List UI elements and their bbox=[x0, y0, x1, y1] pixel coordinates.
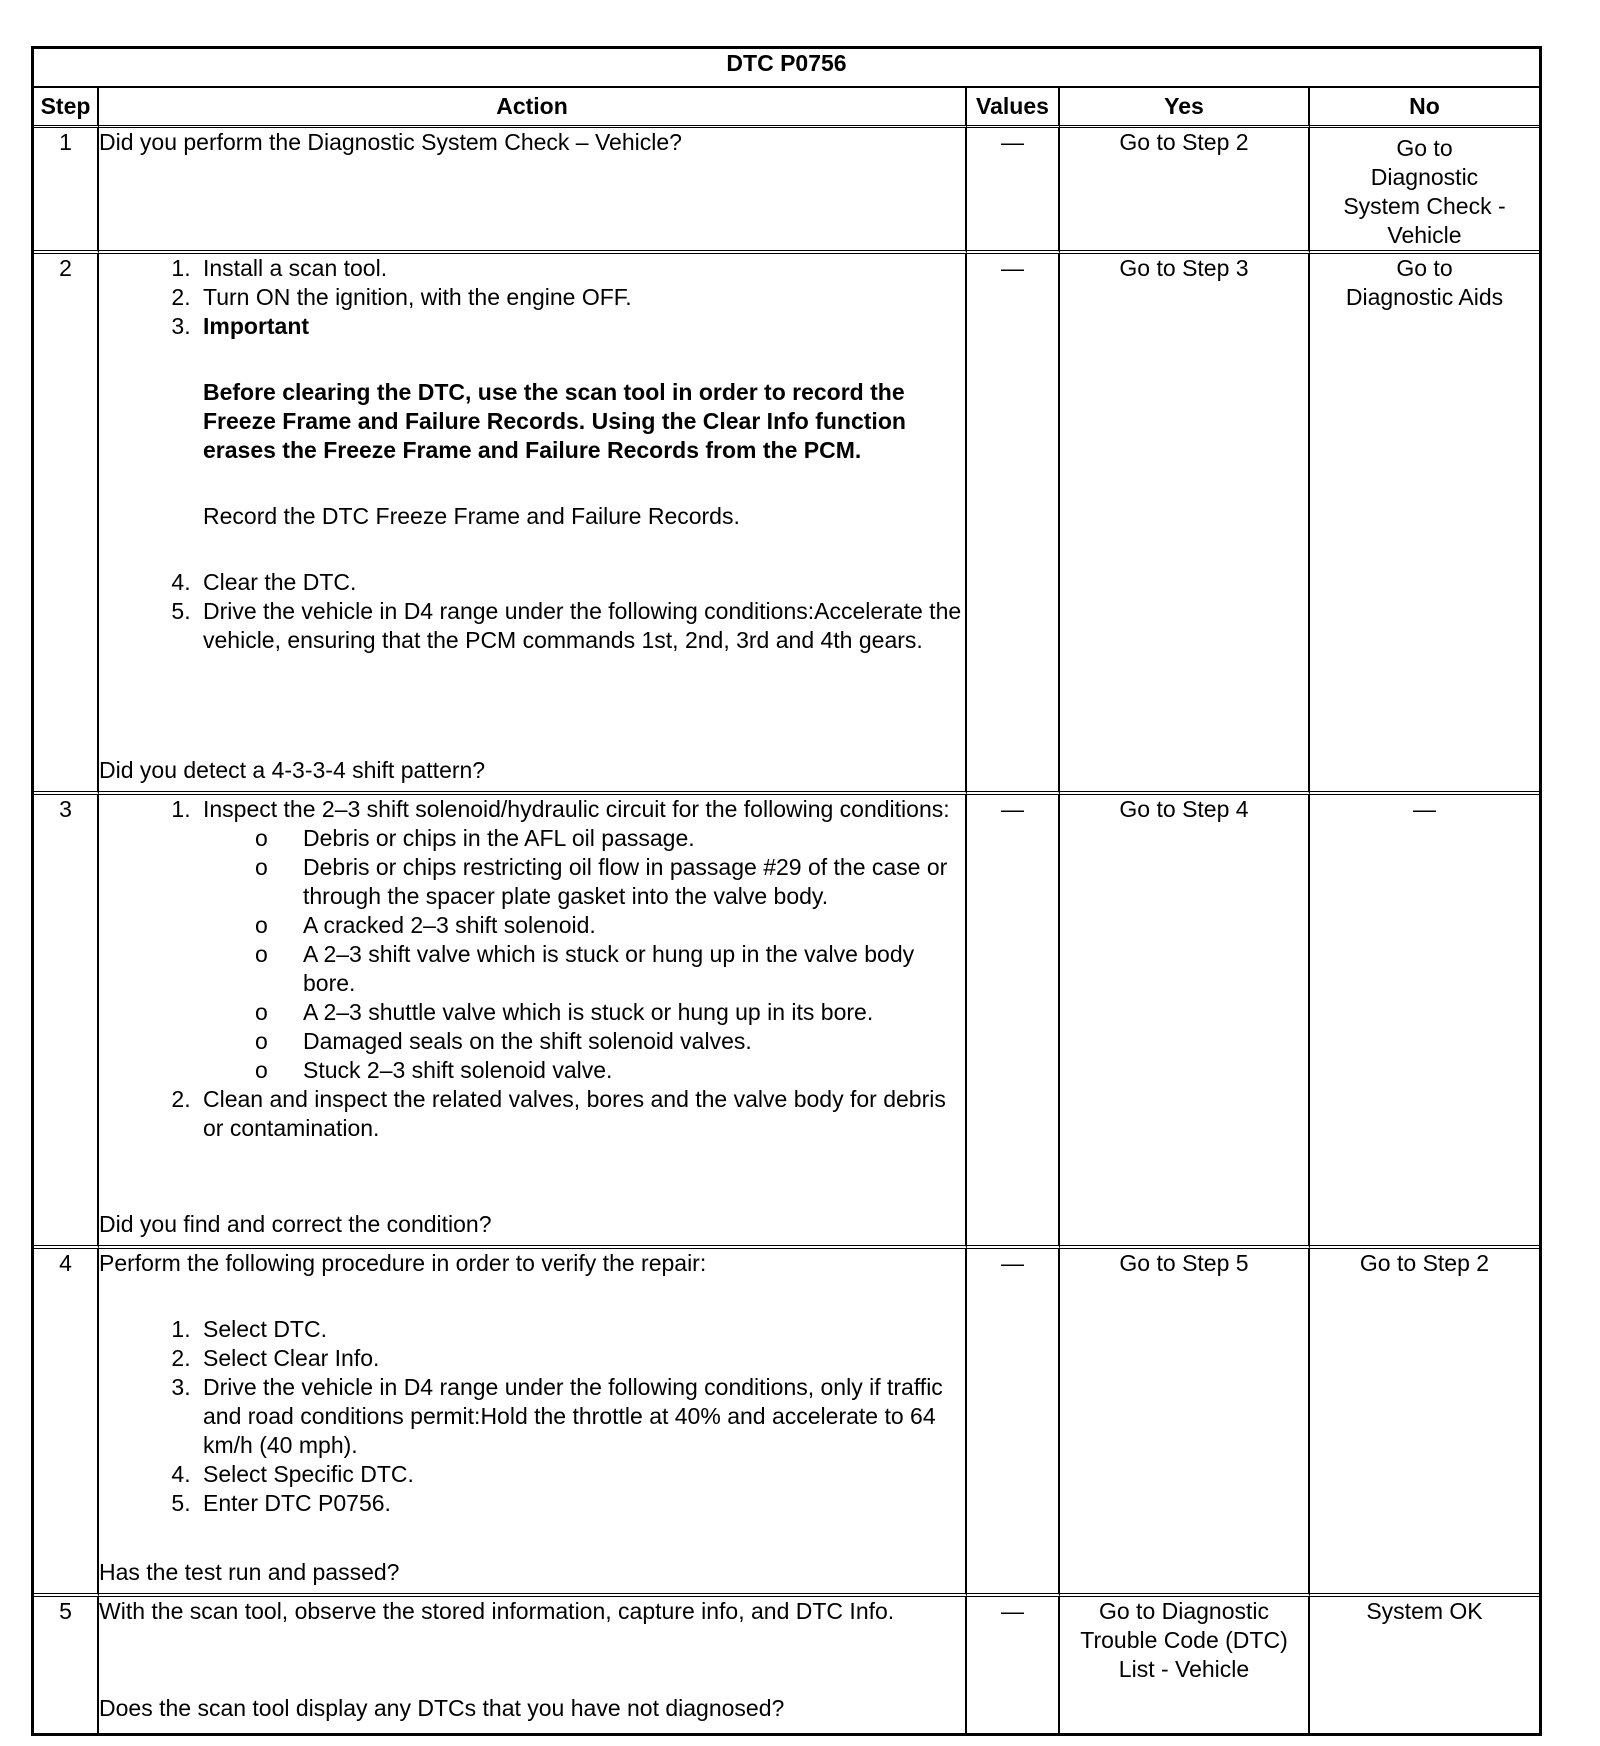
procedure-list bbox=[99, 254, 965, 655]
procedure-list bbox=[99, 795, 965, 1143]
values-cell: — bbox=[967, 795, 1060, 1249]
procedure-step: 2. Clean and inspect the related valves, bores and the valve body for debris or contamination. bbox=[197, 1085, 965, 1143]
step-number: 1 bbox=[34, 128, 99, 254]
no-cell bbox=[1310, 128, 1539, 254]
condition-list bbox=[203, 824, 965, 1085]
header-values: Values bbox=[967, 88, 1060, 128]
action-cell bbox=[99, 128, 967, 254]
yes-cell: Go to Step 3 bbox=[1060, 254, 1310, 795]
header-action: Action bbox=[99, 88, 967, 128]
action-question: Does the scan tool display any DTCs that you have not diagnosed? bbox=[99, 1695, 785, 1721]
no-cell: System OK bbox=[1366, 1598, 1483, 1624]
dtc-table bbox=[31, 46, 1542, 1736]
no-cell: — bbox=[1310, 795, 1539, 1249]
table-row bbox=[34, 254, 1539, 795]
action-question: Did you perform the Diagnostic System Check – Vehicle? bbox=[99, 129, 682, 155]
procedure-step: 3. Drive the vehicle in D4 range under the following conditions, only if traffic and road conditions permit:Hold the throttle at 40% and accelerate to 64 km/h (40 mph). bbox=[197, 1373, 965, 1460]
header-yes: Yes bbox=[1060, 88, 1310, 128]
condition-item: o Damaged seals on the shift solenoid valves. bbox=[303, 1027, 965, 1056]
condition-item: o Stuck 2–3 shift solenoid valve. bbox=[303, 1056, 965, 1085]
values-cell: — bbox=[967, 1597, 1060, 1733]
procedure-step: 2. Select Clear Info. bbox=[197, 1344, 965, 1373]
table-title: DTC P0756 bbox=[34, 49, 1539, 88]
table-row bbox=[34, 128, 1539, 254]
procedure-step bbox=[197, 795, 965, 1085]
action-cell bbox=[99, 1597, 967, 1733]
yes-cell bbox=[1060, 1597, 1310, 1733]
condition-item: o Debris or chips in the AFL oil passage. bbox=[303, 824, 965, 853]
procedure-step: 5. Drive the vehicle in D4 range under the following conditions:Accelerate the vehicle, ensuring that the PCM commands 1st, 2nd, 3rd and 4th gears. bbox=[197, 597, 965, 655]
no-text: Go to Diagnostic Aids bbox=[1345, 255, 1504, 310]
yes-cell: Go to Step 2 bbox=[1060, 128, 1310, 254]
step-number: 4 bbox=[34, 1249, 99, 1597]
procedure-step: 2. Turn ON the ignition, with the engine OFF. bbox=[197, 283, 965, 312]
procedure-step: 1. Install a scan tool. bbox=[197, 254, 965, 283]
table-row bbox=[34, 795, 1539, 1249]
header-no: No bbox=[1310, 88, 1539, 128]
procedure-step: 4. Clear the DTC. bbox=[197, 568, 965, 597]
table-row bbox=[34, 1597, 1539, 1733]
header-step: Step bbox=[34, 88, 99, 128]
action-question: Has the test run and passed? bbox=[99, 1559, 400, 1585]
values-cell: — bbox=[967, 1249, 1060, 1597]
yes-text: Go to Diagnostic Trouble Code (DTC) List - Vehicle bbox=[1080, 1598, 1288, 1682]
condition-item: o A 2–3 shift valve which is stuck or hung up in the valve body bore. bbox=[303, 940, 965, 998]
procedure-step: 1. Select DTC. bbox=[197, 1315, 965, 1344]
values-cell: — bbox=[967, 128, 1060, 254]
action-cell bbox=[99, 254, 967, 795]
condition-item: o A 2–3 shuttle valve which is stuck or hung up in its bore. bbox=[303, 998, 965, 1027]
yes-cell: Go to Step 5 bbox=[1060, 1249, 1310, 1597]
procedure-step bbox=[197, 312, 965, 531]
step-number: 2 bbox=[34, 254, 99, 795]
important-note: Before clearing the DTC, use the scan tool in order to record the Freeze Frame and Failure Records. Using the Clear Info function erases the Freeze Frame and Failure Records from the PCM. bbox=[203, 379, 906, 463]
procedure-step: 4. Select Specific DTC. bbox=[197, 1460, 965, 1489]
table-row bbox=[34, 1249, 1539, 1597]
step-number: 5 bbox=[34, 1597, 99, 1733]
procedure-list bbox=[99, 1315, 965, 1518]
action-cell bbox=[99, 795, 967, 1249]
step-number: 3 bbox=[34, 795, 99, 1249]
procedure-step: 5. Enter DTC P0756. bbox=[197, 1489, 965, 1518]
important-label: Important bbox=[203, 313, 310, 339]
action-intro: Perform the following procedure in order to verify the repair: bbox=[99, 1250, 707, 1276]
no-cell: Go to Step 2 bbox=[1310, 1249, 1539, 1597]
action-question: Did you detect a 4-3-3-4 shift pattern? bbox=[99, 757, 486, 783]
no-cell bbox=[1310, 254, 1539, 795]
action-intro: With the scan tool, observe the stored information, capture info, and DTC Info. bbox=[99, 1598, 895, 1624]
no-text: Go to Diagnostic System Check - Vehicle bbox=[1343, 135, 1506, 248]
action-cell bbox=[99, 1249, 967, 1597]
yes-cell: Go to Step 4 bbox=[1060, 795, 1310, 1249]
condition-item: o A cracked 2–3 shift solenoid. bbox=[303, 911, 965, 940]
values-cell: — bbox=[967, 254, 1060, 795]
condition-item: o Debris or chips restricting oil flow in passage #29 of the case or through the spacer plate gasket into the valve body. bbox=[303, 853, 965, 911]
important-followup: Record the DTC Freeze Frame and Failure Records. bbox=[203, 503, 740, 529]
action-question: Did you find and correct the condition? bbox=[99, 1211, 492, 1237]
procedure-step-text: Inspect the 2–3 shift solenoid/hydraulic circuit for the following conditions: bbox=[203, 796, 950, 822]
